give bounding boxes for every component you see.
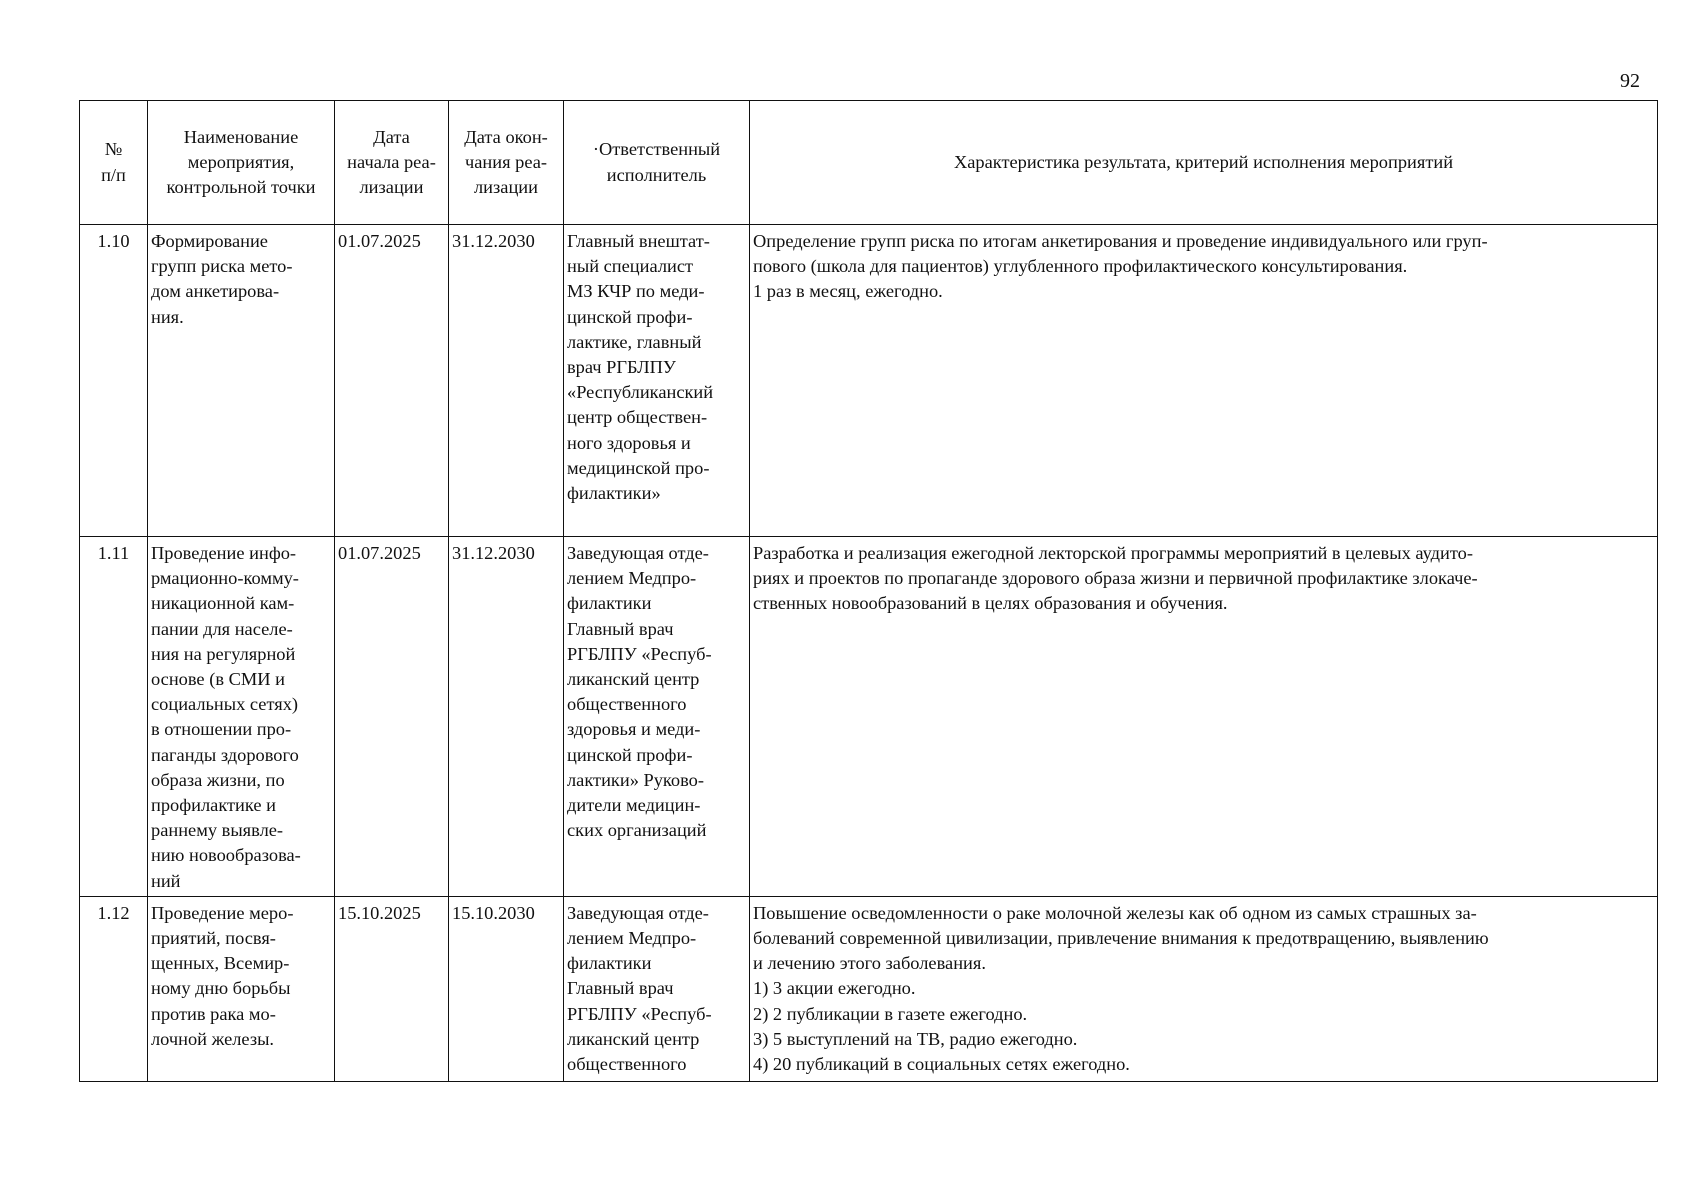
row-start-date: 15.10.2025 xyxy=(335,896,449,1081)
row-result: Определение групп риска по итогам анкетирования и проведение индивидуального или груп- пового (школа для пациентов) углубленного профилактического консультирования. 1 раз в месяц, ежегодно. xyxy=(750,225,1658,537)
row-responsible: Заведующая отде- лением Медпро- филактики Главный врач РГБЛПУ «Респуб- ликанский центр общественного здоровья и меди- цинской профи- лактики» Руково- дители медицин- ских организаций xyxy=(564,537,750,897)
header-responsible: ·Ответственный исполнитель xyxy=(564,101,750,225)
table-row xyxy=(80,537,1658,897)
page-number: 92 xyxy=(1620,70,1640,92)
row-responsible: Заведующая отде- лением Медпро- филактики Главный врач РГБЛПУ «Респуб- ликанский центр общественного xyxy=(564,896,750,1081)
header-end-date: Дата окон- чания реа- лизации xyxy=(449,101,564,225)
row-responsible: Главный внештат- ный специалист МЗ КЧР по меди- цинской профи- лактике, главный врач РГБЛПУ «Республиканский центр обществен- ного здоровья и медицинской про- филактики» xyxy=(564,225,750,537)
header-result: Характеристика результата, критерий исполнения мероприятий xyxy=(750,101,1658,225)
row-end-date: 15.10.2030 xyxy=(449,896,564,1081)
row-start-date: 01.07.2025 xyxy=(335,225,449,537)
row-number: 1.12 xyxy=(80,896,148,1081)
row-name: Формирование групп риска мето- дом анкетирова- ния. xyxy=(148,225,335,537)
header-num: № п/п xyxy=(80,101,148,225)
row-start-date: 01.07.2025 xyxy=(335,537,449,897)
activities-table xyxy=(79,100,1658,1082)
row-name: Проведение инфо- рмационно-комму- никационной кам- пании для населе- ния на регулярной основе (в СМИ и социальных сетях) в отношении про- паганды здорового образа жизни, по профилактике и раннему выявле- нию новообразова- ний xyxy=(148,537,335,897)
row-result: Разработка и реализация ежегодной лекторской программы мероприятий в целевых аудито- риях и проектов по пропаганде здорового образа жизни и первичной профилактике злокаче- ственных новообразований в целях образования и обучения. xyxy=(750,537,1658,897)
row-number: 1.11 xyxy=(80,537,148,897)
row-name: Проведение меро- приятий, посвя- щенных, Всемир- ному дню борьбы против рака мо- лочной железы. xyxy=(148,896,335,1081)
header-start-date: Дата начала реа- лизации xyxy=(335,101,449,225)
row-result: Повышение осведомленности о раке молочной железы как об одном из самых страшных за- болеваний современной цивилизации, привлечение внимания к предотвращению, выявлению и лечению этого заболевания. 1) 3 акции ежегодно. 2) 2 публикации в газете ежегодно. 3) 5 выступлений на ТВ, радио ежегодно. 4) 20 публикаций в социальных сетях ежегодно. xyxy=(750,896,1658,1081)
row-end-date: 31.12.2030 xyxy=(449,225,564,537)
table-row xyxy=(80,225,1658,537)
header-name: Наименование мероприятия, контрольной точки xyxy=(148,101,335,225)
table-header-row xyxy=(80,101,1658,225)
row-end-date: 31.12.2030 xyxy=(449,537,564,897)
row-number: 1.10 xyxy=(80,225,148,537)
table-row xyxy=(80,896,1658,1081)
